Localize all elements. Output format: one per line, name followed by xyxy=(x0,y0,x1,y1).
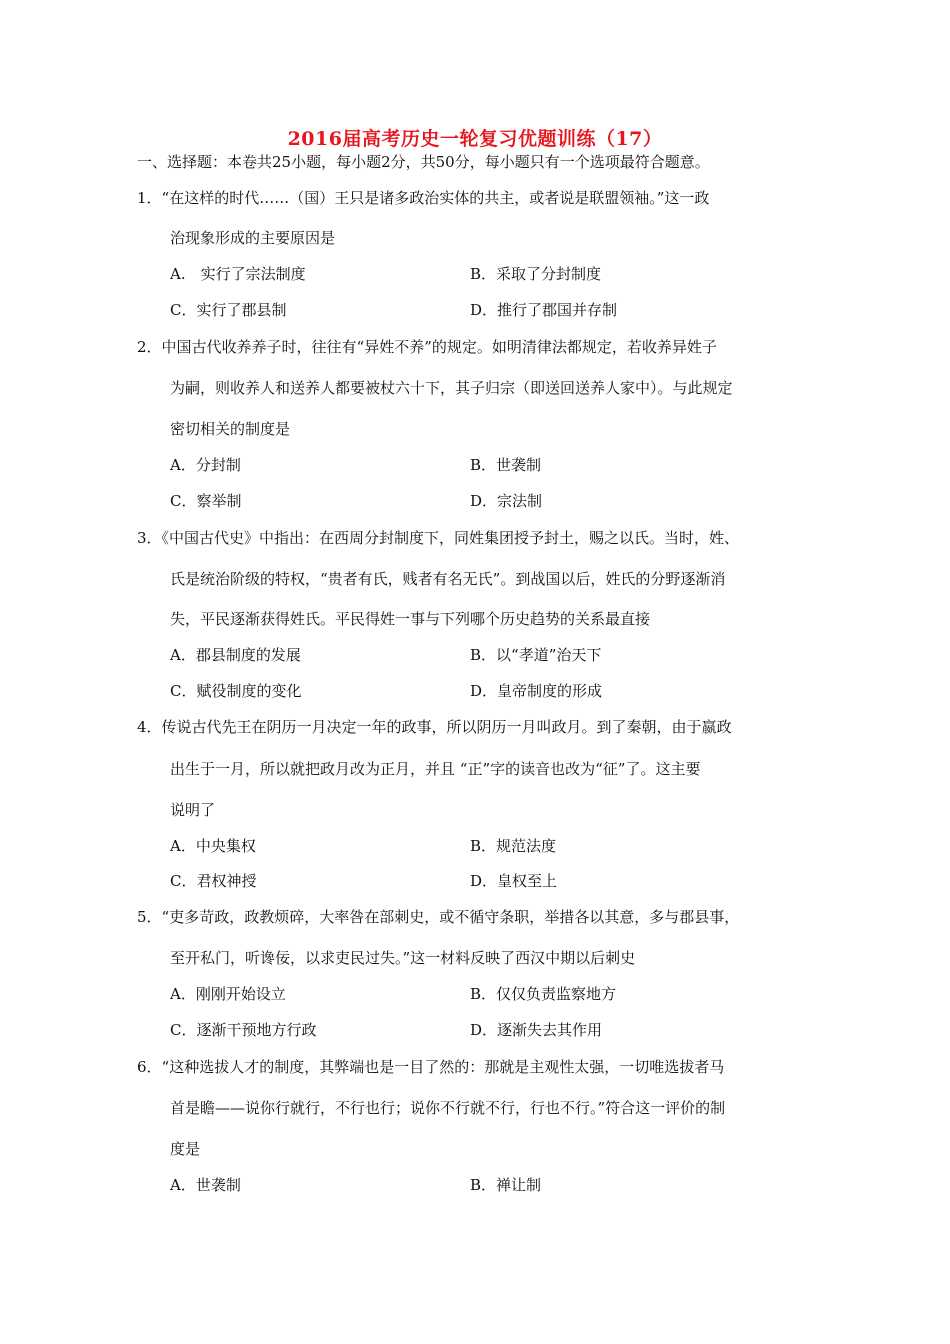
question-5-option-b: B．仅仅负责监察地方 xyxy=(470,985,617,1003)
question-3-option-a: A．郡县制度的发展 xyxy=(170,646,301,664)
question-2-option-b: B．世袭制 xyxy=(470,456,542,474)
question-2-option-a: A．分封制 xyxy=(170,456,241,474)
question-1-option-b: B．采取了分封制度 xyxy=(470,265,602,283)
question-3-option-c: C．赋役制度的变化 xyxy=(170,682,302,700)
question-4-line-1: 4．传说古代先王在阴历一月决定一年的政事，所以阴历一月叫政月。到了秦朝，由于嬴政 xyxy=(137,718,732,736)
question-2-line-1: 2．中国古代收养养子时，往往有“异姓不养”的规定。如明清律法都规定，若收养异姓子 xyxy=(137,338,717,356)
question-6-line-1: 6．“这种选拔人才的制度，其弊端也是一目了然的：那就是主观性太强，一切唯选拔者马 xyxy=(137,1058,725,1076)
section-intro: 一、选择题：本卷共25小题，每小题2分，共50分，每小题只有一个选项最符合题意。 xyxy=(137,153,710,171)
question-2-option-d: D．宗法制 xyxy=(470,492,543,510)
question-4-option-b: B．规范法度 xyxy=(470,837,557,855)
question-4-option-c: C．君权神授 xyxy=(170,872,257,890)
question-1-line-1: 1．“在这样的时代……（国）王只是诸多政治实体的共主，或者说是联盟领袖。”这一政 xyxy=(137,189,710,207)
question-3-option-b: B．以“孝道”治天下 xyxy=(470,646,602,664)
question-5-option-d: D．逐渐失去其作用 xyxy=(470,1021,603,1039)
question-5-option-c: C．逐渐干预地方行政 xyxy=(170,1021,317,1039)
question-4-line-3: 说明了 xyxy=(170,801,216,819)
question-6-line-2: 首是瞻——说你行就行，不行也行；说你不行就不行，行也不行。”符合这一评价的制 xyxy=(170,1099,726,1117)
question-2-line-2: 为嗣，则收养人和送养人都要被杖六十下，其子归宗（即送回送养人家中）。与此规定 xyxy=(170,379,733,397)
question-5-option-a: A．刚刚开始设立 xyxy=(170,985,286,1003)
question-1-line-2: 治现象形成的主要原因是 xyxy=(170,229,336,247)
question-2-option-c: C．察举制 xyxy=(170,492,242,510)
question-6-option-a: A．世袭制 xyxy=(170,1176,241,1194)
question-5-line-2: 至开私门，听谗佞，以求吏民过失。”这一材料反映了西汉中期以后刺史 xyxy=(170,949,636,967)
question-3-option-d: D．皇帝制度的形成 xyxy=(470,682,603,700)
page-title: 2016届高考历史一轮复习优题训练（17） xyxy=(287,128,663,150)
question-4-line-2: 出生于一月，所以就把政月改为正月，并且 “正”字的读音也改为“征”了。这主要 xyxy=(170,760,701,778)
question-1-option-d: D．推行了郡国并存制 xyxy=(470,301,618,319)
question-1-option-c: C．实行了郡县制 xyxy=(170,301,287,319)
question-4-option-d: D．皇权至上 xyxy=(470,872,558,890)
question-3-line-1: 3．《中国古代史》中指出：在西周分封制度下，同姓集团授予封土，赐之以氏。当时，姓、 xyxy=(137,529,740,547)
question-3-line-2: 氏是统治阶级的特权，“贵者有氏，贱者有名无氏”。到战国以后，姓氏的分野逐渐消 xyxy=(170,570,726,588)
question-5-line-1: 5．“吏多苛政，政教烦碎，大率咎在部刺史，或不循守条职，举措各以其意，多与郡县事， xyxy=(137,908,740,926)
question-2-line-3: 密切相关的制度是 xyxy=(170,420,291,438)
question-3-line-3: 失，平民逐渐获得姓氏。平民得姓一事与下列哪个历史趋势的关系最直接 xyxy=(170,610,651,628)
question-6-line-3: 度是 xyxy=(170,1140,201,1158)
question-4-option-a: A．中央集权 xyxy=(170,837,256,855)
question-6-option-b: B．禅让制 xyxy=(470,1176,542,1194)
question-1-option-a: A. 实行了宗法制度 xyxy=(170,265,306,283)
